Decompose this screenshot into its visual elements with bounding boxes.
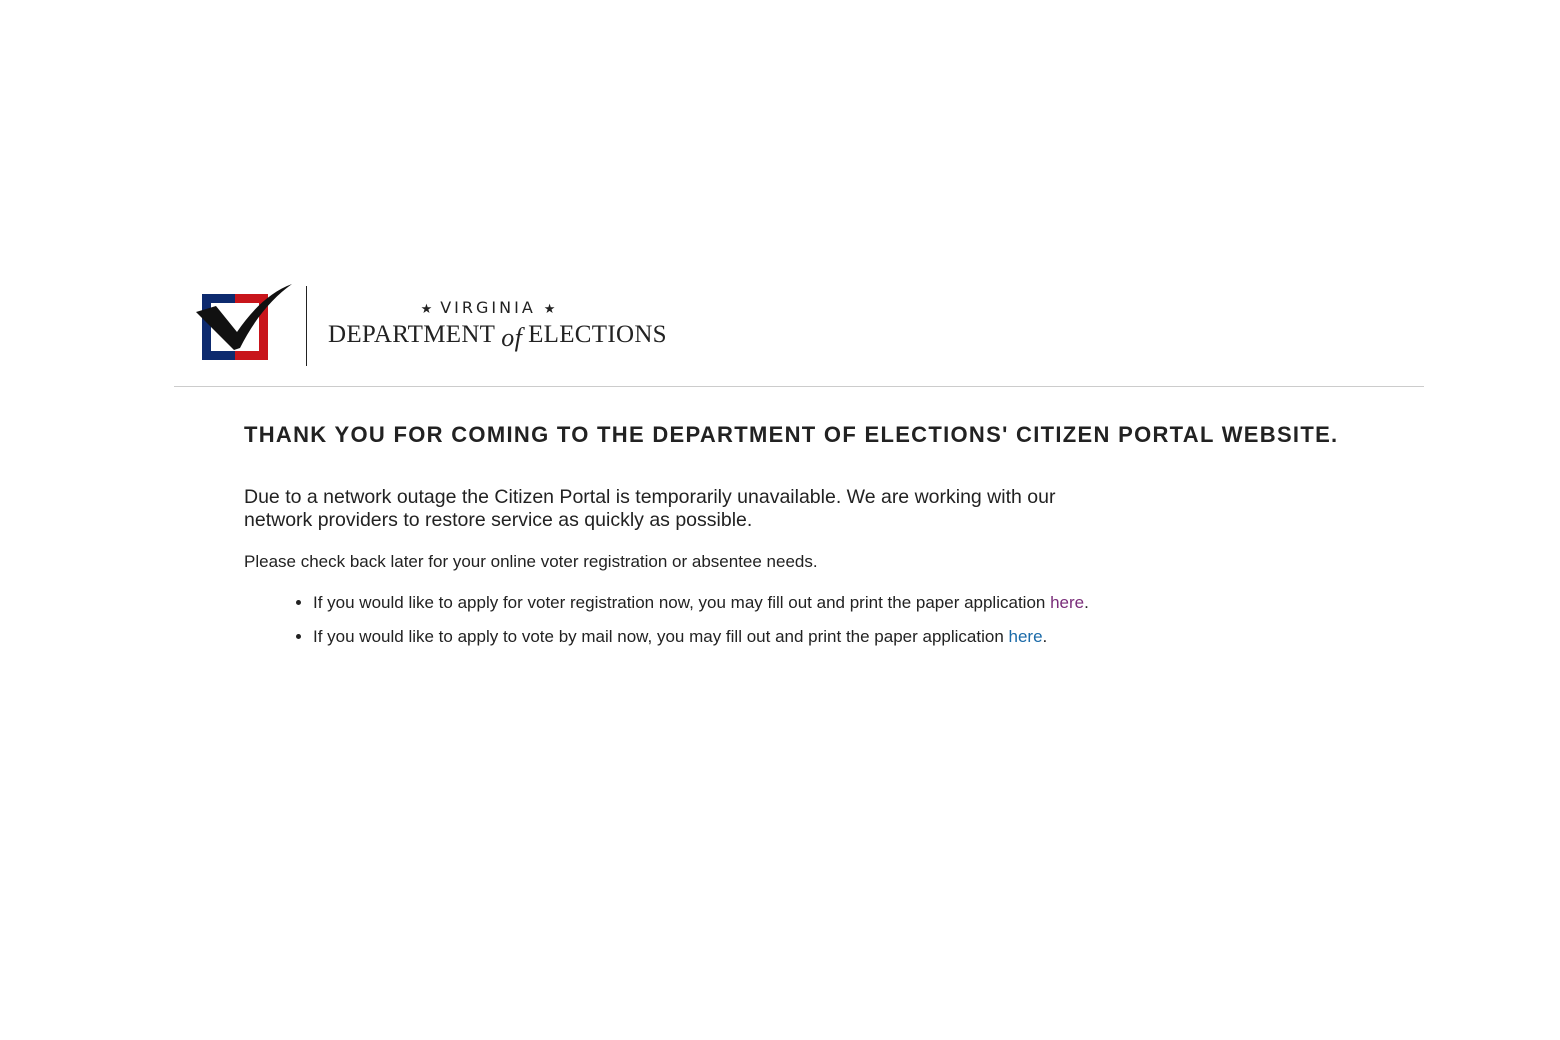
- main-content: [244, 422, 1444, 660]
- check-back-note: Please check back later for your online voter registration or absentee needs.: [244, 552, 818, 571]
- star-icon: ★: [543, 302, 556, 317]
- list-item-suffix: .: [1084, 593, 1089, 612]
- vote-by-mail-application-link[interactable]: here: [1008, 627, 1043, 646]
- paper-application-list: [244, 592, 1444, 647]
- page-title: THANK YOU FOR COMING TO THE DEPARTMENT OF ELECTIONS' CITIZEN PORTAL WEBSITE.: [244, 422, 1339, 447]
- logo-divider: [306, 286, 307, 366]
- list-item-suffix: .: [1042, 627, 1048, 646]
- list-item-voter-registration: [313, 592, 1444, 613]
- star-icon: ★: [420, 302, 433, 317]
- voter-registration-application-link[interactable]: here: [1050, 593, 1085, 612]
- checkmark-ballot-icon: [194, 282, 294, 368]
- logo-of-word: of: [501, 323, 523, 352]
- list-item-text: If you would like to apply to vote by mail now, you may fill out and print the paper application: [313, 627, 1009, 646]
- logo-department-line: [328, 319, 708, 352]
- logo-state-name: VIRGINIA: [440, 298, 536, 317]
- logo-dept-word: DEPARTMENT: [328, 321, 496, 348]
- logo-wordmark: [328, 298, 708, 352]
- logo-state-line: [328, 298, 648, 317]
- outage-message: Due to a network outage the Citizen Portal is temporarily unavailable. We are working with our network providers to restore service as quickly as possible.: [244, 486, 1056, 531]
- list-item-text: If you would like to apply for voter registration now, you may fill out and print the paper application: [313, 593, 1051, 612]
- site-header: [174, 280, 1424, 387]
- list-item-vote-by-mail: [313, 626, 1444, 647]
- logo-elections-word: ELECTIONS: [528, 321, 667, 348]
